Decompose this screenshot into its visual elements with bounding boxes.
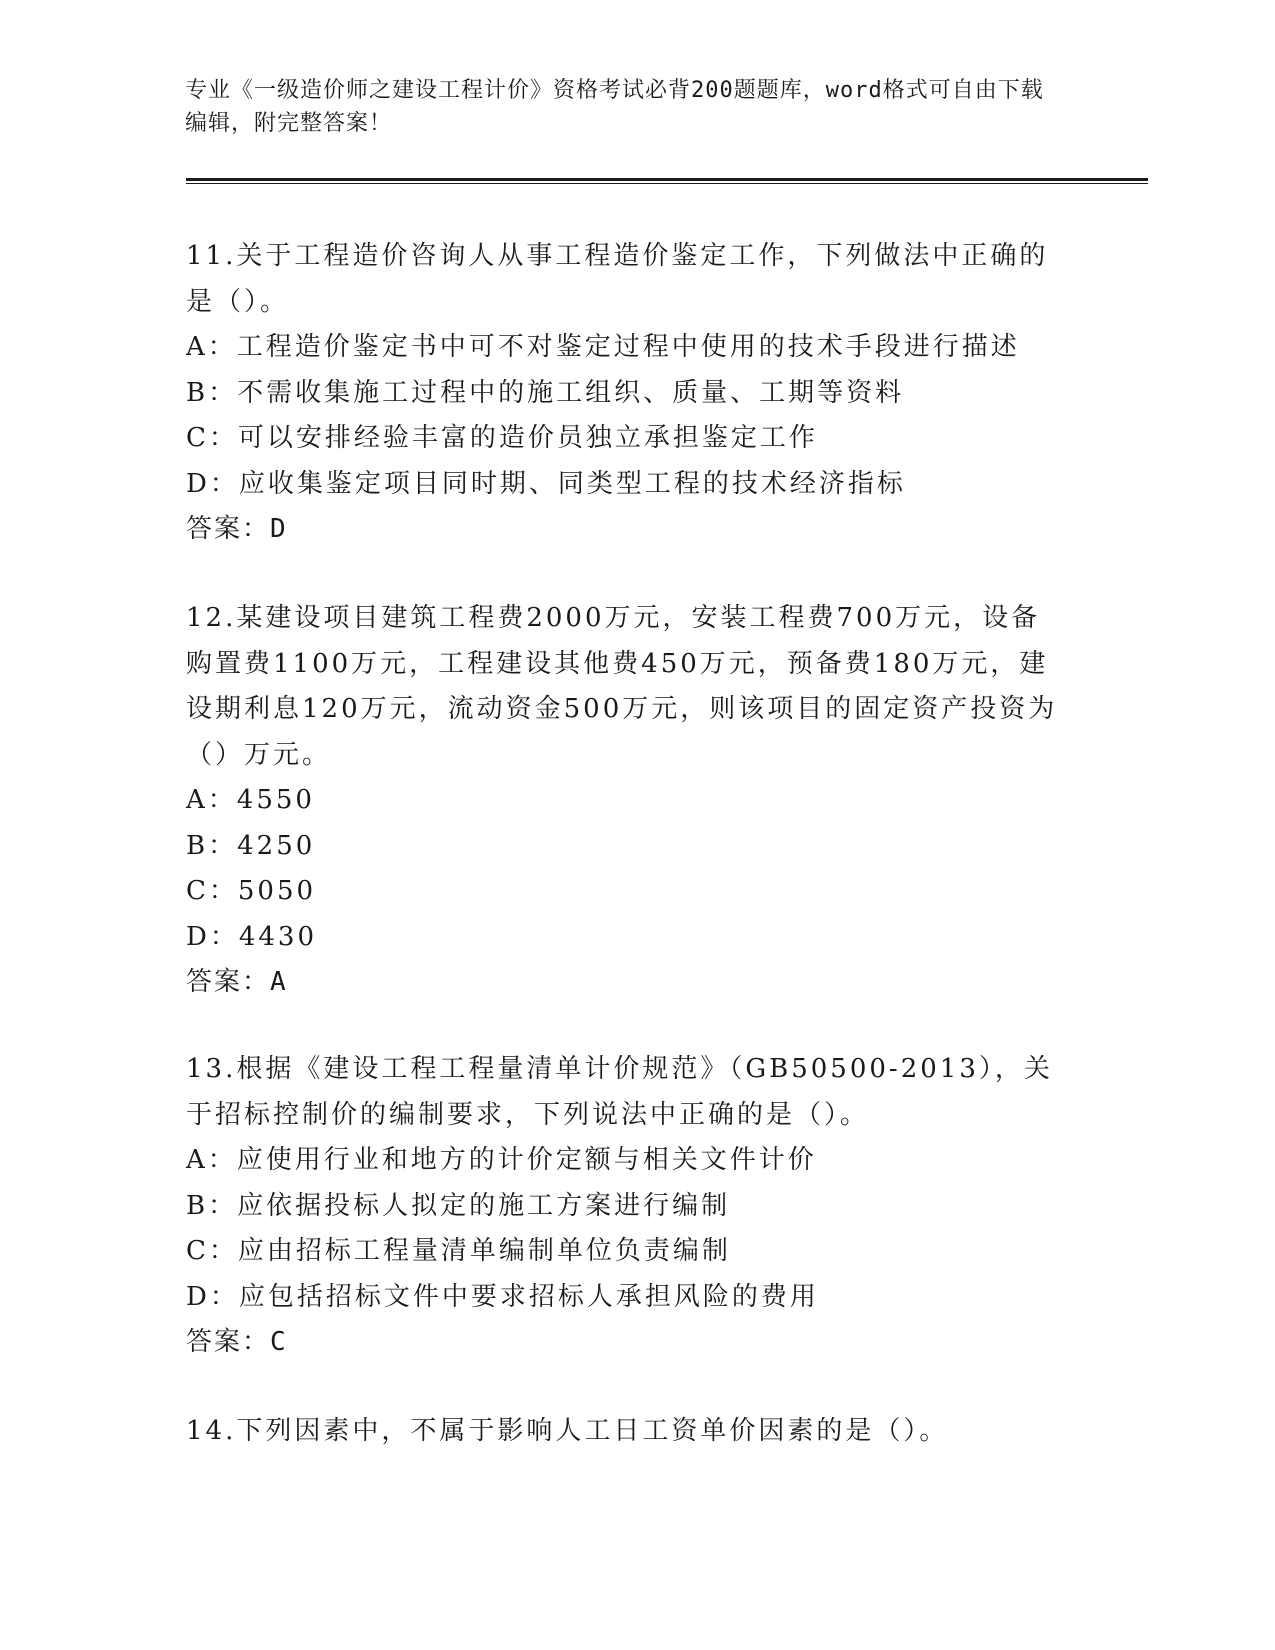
option-b: B：应依据投标人拟定的施工方案进行编制 <box>186 1190 731 1221</box>
question-stem: 14.下列因素中，不属于影响人工日工资单价因素的是（）。 <box>186 1416 949 1446</box>
option-a: A：应使用行业和地方的计价定额与相关文件计价 <box>186 1145 817 1175</box>
option-c: C：可以安排经验丰富的造价员独立承担鉴定工作 <box>186 423 818 453</box>
document-intro: 专业《一级造价师之建设工程计价》资格考试必背200题题库，word格式可自由下载编辑，附完整答案！ <box>185 78 1044 136</box>
option-b: B：不需收集施工过程中的施工组织、质量、工期等资料 <box>186 377 905 408</box>
answer-line: 答案：C <box>186 1327 288 1357</box>
option-d: D：4430 <box>186 921 318 952</box>
answer-line: 答案：A <box>186 967 288 997</box>
question-12 <box>186 596 1066 1006</box>
question-14 <box>186 1409 1066 1455</box>
question-stem: 12.某建设项目建筑工程费2000万元，安装工程费700万元，设备购置费1100万元，工程建设其他费450万元，预备费180万元，建设期利息120万元，流动资金500万元，则该项目的固定资产投资为（）万元。 <box>186 603 1058 770</box>
option-d: D：应包括招标文件中要求招标人承担风险的费用 <box>186 1281 819 1312</box>
question-13 <box>186 1047 1066 1366</box>
question-stem: 13.根据《建设工程工程量清单计价规范》（GB50500-2013），关于招标控制价的编制要求，下列说法中正确的是（）。 <box>186 1054 1053 1130</box>
option-c: C：5050 <box>186 876 317 906</box>
header-divider-thin <box>186 183 1148 184</box>
answer-line: 答案：D <box>186 514 288 544</box>
option-a: A：4550 <box>186 785 315 815</box>
option-a: A：工程造价鉴定书中可不对鉴定过程中使用的技术手段进行描述 <box>186 332 1020 362</box>
question-11 <box>186 234 1066 553</box>
header-divider <box>186 178 1148 181</box>
option-b: B：4250 <box>186 830 316 861</box>
option-d: D：应收集鉴定项目同时期、同类型工程的技术经济指标 <box>186 468 906 499</box>
option-c: C：应由招标工程量清单编制单位负责编制 <box>186 1236 731 1266</box>
question-stem: 11.关于工程造价咨询人从事工程造价鉴定工作，下列做法中正确的是（）。 <box>186 241 1049 317</box>
